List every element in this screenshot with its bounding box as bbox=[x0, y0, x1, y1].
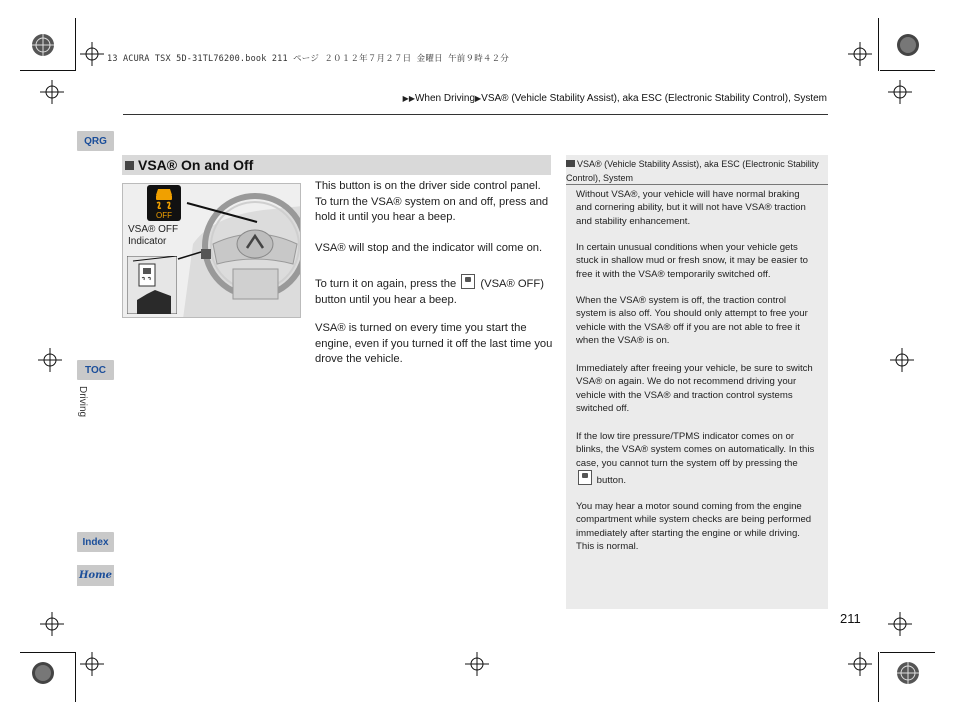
sidebar-paragraph: In certain unusual conditions when your vehicle gets stuck in shallow mud or fresh snow, it may be easier to free it with the VSA® temporarily switched off. bbox=[576, 242, 808, 280]
turn-on-text-b: (VSA® OFF) button until you hear a beep. bbox=[315, 278, 544, 306]
indicator-label-line1: VSA® OFF bbox=[128, 224, 179, 235]
section-heading bbox=[122, 155, 551, 175]
breadcrumb-link-when-driving[interactable]: When Driving bbox=[414, 93, 476, 104]
registration-mark-icon bbox=[30, 32, 56, 58]
vsa-off-button-icon bbox=[461, 274, 475, 289]
crosshair-mark-icon bbox=[40, 612, 64, 636]
crosshair-mark-icon bbox=[80, 42, 104, 66]
crosshair-mark-icon bbox=[38, 348, 62, 372]
page-number: 211 bbox=[840, 611, 861, 626]
breadcrumb-arrow: ▶▶ bbox=[402, 94, 415, 103]
crosshair-mark-icon bbox=[888, 612, 912, 636]
breadcrumb bbox=[403, 93, 827, 104]
sidebar-p5-text-b: button. bbox=[596, 475, 627, 487]
reference-marker-icon bbox=[566, 160, 575, 167]
paragraph-turn-on-again bbox=[315, 274, 553, 308]
sidebar-p5-text-a: If the low tire pressure/TPMS indicator comes on or blinks, the VSA® system comes on automatically. In this case, you cannot turn the system off by pressing the bbox=[576, 431, 815, 469]
sidebar-paragraph: You may hear a motor sound coming from the engine compartment while system checks are being performed immediately after starting the engine or while driving. This is normal. bbox=[576, 501, 812, 553]
sidebar-paragraph: When the VSA® system is off, the traction control system is also off. You should only attempt to free your vehicle with the VSA® off if you are not able to free it when the VSA® is on. bbox=[576, 295, 808, 347]
crosshair-mark-icon bbox=[80, 652, 104, 676]
sidebar-rule bbox=[566, 184, 828, 185]
paragraph-auto-on: VSA® is turned on every time you start the engine, even if you turned it off the last time you drove the vehicle. bbox=[315, 322, 553, 365]
index-button[interactable]: Index bbox=[77, 532, 114, 552]
registration-mark-icon bbox=[30, 660, 56, 686]
crosshair-mark-icon bbox=[890, 348, 914, 372]
sidebar-paragraph bbox=[576, 430, 818, 488]
registration-mark-icon bbox=[895, 660, 921, 686]
vsa-off-indicator-icon bbox=[147, 185, 181, 221]
crosshair-mark-icon bbox=[888, 80, 912, 104]
registration-mark-icon bbox=[895, 32, 921, 58]
home-button[interactable]: Home bbox=[77, 565, 114, 586]
print-header: 13 ACURA TSX 5D-31TL76200.book 211 ページ ２０１２年７月２７日 金曜日 午前９時４２分 bbox=[107, 54, 509, 64]
sidebar-heading-text: VSA® (Vehicle Stability Assist), aka ESC (Electronic Stability Control), System bbox=[566, 159, 819, 183]
crosshair-mark-icon bbox=[465, 652, 489, 676]
vsa-off-button-icon bbox=[578, 470, 592, 485]
off-badge-text: OFF bbox=[156, 211, 172, 220]
section-marker-icon bbox=[125, 161, 134, 170]
chapter-label: Driving bbox=[77, 386, 88, 418]
sidebar-heading bbox=[566, 155, 828, 185]
indicator-label-line2: Indicator bbox=[128, 236, 167, 247]
turn-on-text-a: To turn it on again, press the bbox=[315, 278, 457, 290]
sidebar-paragraph: Without VSA®, your vehicle will have normal braking and cornering ability, but it will not have VSA® traction and stability enhancement. bbox=[576, 189, 806, 227]
qrg-button[interactable]: QRG bbox=[77, 131, 114, 151]
vsa-off-button-closeup bbox=[127, 256, 177, 314]
paragraph-indicator: VSA® will stop and the indicator will come on. bbox=[315, 242, 543, 254]
breadcrumb-separator: ▶ bbox=[475, 94, 482, 103]
crosshair-mark-icon bbox=[848, 42, 872, 66]
toc-button[interactable]: TOC bbox=[77, 360, 114, 380]
breadcrumb-current: VSA® (Vehicle Stability Assist), aka ESC (Electronic Stability Control), System bbox=[481, 93, 827, 104]
crosshair-mark-icon bbox=[40, 80, 64, 104]
vsa-off-indicator-label bbox=[128, 224, 178, 248]
paragraph-button-location: This button is on the driver side control panel. To turn the VSA® system on and off, press and hold it until you hear a beep. bbox=[315, 180, 549, 223]
header-rule bbox=[123, 114, 828, 115]
sidebar-paragraph: Immediately after freeing your vehicle, be sure to switch VSA® on again. We do not recommend driving your vehicle with the VSA® and traction control systems switched off. bbox=[576, 363, 813, 415]
section-title: VSA® On and Off bbox=[138, 157, 254, 173]
crosshair-mark-icon bbox=[848, 652, 872, 676]
